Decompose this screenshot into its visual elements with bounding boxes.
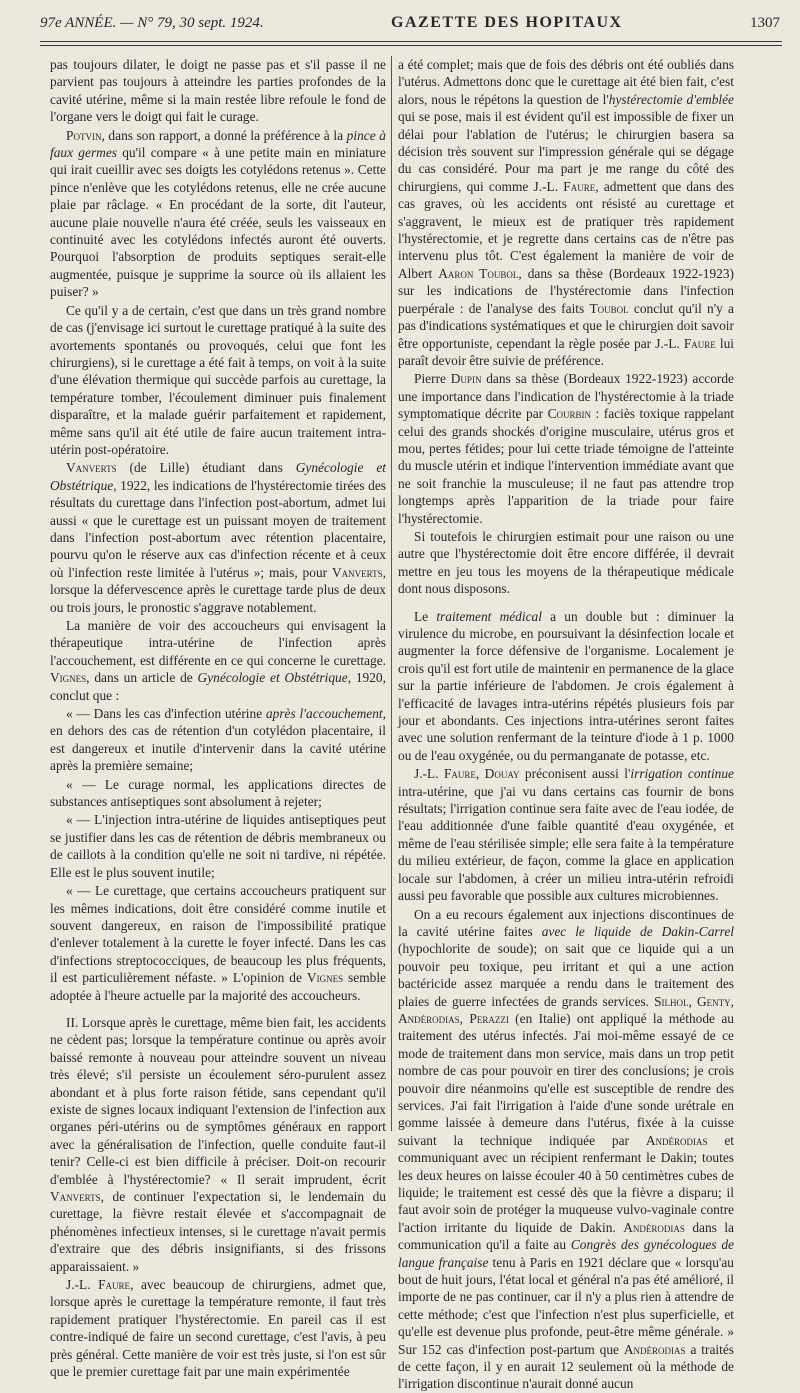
author-name: Andérodias [645,1132,708,1148]
author-name: Faure [683,335,716,351]
quote-paragraph: « — Le curage normal, les applications directes de substances antiseptiques sont absolument à rejeter; [50,776,386,810]
paragraph: La manière de voir des accoucheurs qui envisagent la thérapeutique intra-utérine de l'infection après l'accouchement, est différente en ce qui concerne le curettage. Vignes, dans un article de Gynécologie et Obstétrique, 1920, conclut que : [50,618,386,703]
column-divider [391,56,392,1131]
author-name: J.-L. Faure [66,1277,131,1293]
author-name: Vignes [306,970,344,986]
paragraph: Vanverts (de Lille) étudiant dans Gynécologie et Obstétrique, 1922, les indications de l'hystérectomie tirées des résultats du curettage dans l'infection post-abortum, admet lui aussi « que le curettage est un puissant moyen de traitement dans l'infection post-abortum avec rétention placentaire, pourvu qu'on le réserve aux cas d'infection récente et à ceux où l'infection reste limitée à l'utérus »; mais, pour Vanverts, lorsque la défervescence après le curettage tarde plus de deux ou trois jours, le pronostic s'aggrave notablement. [50,460,386,615]
term: traitement médical [436,608,542,624]
term: irrigation continue [630,766,734,782]
author-name: Toubol [589,300,629,316]
term: pince à faux germes [50,127,386,161]
paragraph: Ce qu'il y a de certain, c'est que dans un très grand nombre de cas (j'envisage ici surtout le curettage pratiqué à la suite des avortements spontanés ou provoqués, celui que font les chirurgiens), si le curettage a été fait à temps, on voit à la suite d'une élévation thermique qui succède parfois au curettage, la température tomber, l'écoulement diminuer puis finalement disparaître, et la malade guérir parfaitement et rapidement, même sans qu'il ait été utile de faire aucun traitement intra-utérin post-opératoire. [50,302,386,457]
paragraph: Potvin, dans son rapport, a donné la préférence à la pince à faux germes qu'il compare « à une petite main en miniature qui irait cueillir avec ses doigts les cotylédons retenus ». Cette pince n'enlève que les cotylédons retenus, elle ne crée aucune plaie par râclage. « En procédant de la sorte, dit l'auteur, aucune plaie nouvelle n'aura été créée, seuls les vaisseaux en continuité avec les cotylédons infectés auront été ouverts. Pourquoi l'absorption de produits septiques serait-elle augmentée, puisque je supprime la source où ils allaient les puiser? » [50,127,386,300]
issue-info: 97e ANNÉE. — N° 79, 30 sept. 1924. [40,15,264,31]
header-rule-thin [40,45,782,46]
running-header [40,14,780,40]
author-name: Vanverts [332,564,383,580]
paragraph: pas toujours dilater, le doigt ne passe pas et s'il passe il ne parvient pas toujours à atteindre les parties profondes de la cavité utérine, même si la main restée libre refoule le fond de l'organe vers le doigt qui fait le curage. [50,57,386,125]
author-name: Courbin [547,406,592,422]
congress-name: Congrès des gynécologues de langue française [398,1237,734,1270]
author-name: Silhol, Genty, Andérodias, Perazzi [398,993,734,1026]
author-name: Aaron Toubol [438,265,519,281]
paragraph: Pierre Dupin dans sa thèse (Bordeaux 1922-1923) accorde une importance dans l'indication de l'hystérectomie à la triade symptomatique décrite par Courbin : faciès toxique rappelant celui des grands shockés d'origine musculaire, utérus gros et mou, pertes fétides; pour lui cette triade témoigne de l'atteinte du muscle utérin et indique l'intervention immédiate avant que ne soit franchie la musculeuse; il ne faut pas attendre trop longtemps après l'apparition de la triade pour faire l'hystérectomie. [398,371,734,526]
term: hystérectomie d'emblée [608,91,734,107]
author-name: Dupin [450,371,482,387]
left-column [50,56,386,1380]
page-number: 1307 [749,15,780,31]
paragraph: a été complet; mais que de fois des débris ont été oubliés dans l'utérus. Admettons donc que le curettage ait été bien fait, c'est alors, nous le répétons la question de l'hystérectomie d'emblée qui se pose, mais il est évident qu'il est impossible de fixer un délai pour l'ablation de l'utérus; le chirurgien basera sa décision très souvent sur l'impression générale qui se dégage du cas considéré. Pour ma part je me range du côté des chirurgiens, qui comme J.-L. Faure, admettent que dans des cas graves, où les accidents ont résisté au curettage et s'aggravent, le mieux est de pratiquer très rapidement l'hystérectomie, et je regrette dans certains cas de n'être pas intervenu plus tôt. C'est également la manière de voir de Albert Aaron Toubol, dans sa thèse (Bordeaux 1922-1923) sur les indications de l'hystérectomie dans l'infection puerpérale : de l'analyse des faits Toubol conclut qu'il n'y a pas d'indications systématiques et que le chirurgien doit savoir être opportuniste, cependant la règle posée par J.-L. Faure lui paraît devoir être suivie de préférence. [398,57,735,368]
paragraph: Si toutefois le chirurgien estimait pour une raison ou une autre que l'hystérectomie doit être encore différée, il devrait mettre en jeu tous les moyens de la thérapeutique médicale dont nous disposons. [398,528,734,597]
right-column [398,56,735,1392]
paragraph: On a eu recours également aux injections discontinues de la cavité utérine faites avec le liquide de Dakin-Carrel (hypochlorite de soude); on sait que ce liquide qui a un pouvoir peu toxique, peu irritant et qui a une action bactéricide assez marquée a rendu dans le traitement des plaies de guerre infectées de grands services. Silhol, Genty, Andérodias, Perazzi (en Italie) ont appliqué la méthode au traitement des utérus infectés. J'ai moi-même essayé de ce mode de traitement dans mon service, mais dans un trop petit nombre de cas pour pouvoir en tirer des conclusions; je crois pouvoir dire néanmoins qu'elle est susceptible de rendre des services. J'ai fait l'irrigation à l'aide d'une sonde urétrale en gomme laissée à demeure dans l'utérus, fixée à la cuisse suivant la technique indiquée par Andérodias et communiquant avec un récipient renfermant le Dakin; toutes les deux heures on laisse écouler 40 à 50 centimètres cubes de liquide; le traitement est cessé dès que la fièvre a disparu; il faut avoir soin de protéger la muqueuse vulvo-vaginale contre l'action irritante du liquide de Dakin. Andérodias dans la communication qu'il a faite au Congrès des gynécologues de langue française tenu à Paris en 1921 déclare que « lorsqu'au bout de huit jours, l'état local et général n'a pas été amélioré, il importe de ne pas continuer, car il n'y a plus rien à attendre de cette méthode; c'est que l'infection n'est plus superficielle, et qu'elle est devenue plus profonde, peut-être même générale. » Sur 152 cas d'infection post-partum que Andérodias a traités de cette façon, il y en aurait 12 seulement où la méthode de l'irrigation discontinue n'aurait donné aucun [398,906,735,1392]
author-name: Andérodias [623,1341,686,1357]
quote-paragraph: « — L'injection intra-utérine de liquides antiseptiques peut se justifier dans les cas de rétention de débris membraneux ou de caillots à la condition qu'elle ne soit ni tardive, ni répétée. Elle est le plus souvent inutile; [50,812,386,880]
journal-name: Gynécologie et Obstétrique [50,460,386,493]
author-name: Vignes [50,670,87,686]
author-name: Andérodias [623,1219,685,1235]
author-name: Vanverts [66,460,117,476]
author-name: Vanverts [50,1189,101,1204]
header-rule [40,41,782,42]
quote-paragraph: « — Dans les cas d'infection utérine après l'accouchement, en dehors des cas de rétention d'un cotylédon placentaire, il est dangereux et inutile d'intervenir dans la cavité utérine après la première semaine; [50,706,386,774]
term: avec le liquide de Dakin-Carrel [541,923,735,939]
paragraph: J.-L. Faure, avec beaucoup de chirurgiens, admet que, lorsque après le curettage la température remonte, il faut très rapidement pratiquer l'hystérectomie. En pareil cas il est contre-indiqué de faire un second curettage, c'est l'avis, à peu près général. Cette manière de voir est très juste, si l'on est sûr que le premier curettage fait par une main expérimentée [50,1277,386,1380]
paragraph: Le traitement médical a un double but : diminuer la virulence du microbe, en poursuivant la désinfection locale et augmenter la force défensive de l'organisme. Localement je crois qu'il est fort utile de maintenir en permanence de la glace sur la partie inférieure de l'abdomen. Je crois également à l'efficacité de lavages intra-utérins répétés plusieurs fois par jour et abondants. Ces injections intra-utérines seront faites avec une solution renfermant de la teinture d'iode à 1 p. 1000 ou de l'eau oxygénée, ou du permanganate de potasse, etc. [398,608,734,763]
author-name: J.-L. Faure, Douay [414,766,520,782]
journal-title: GAZETTE DES HOPITAUX [391,14,623,31]
author-name: Potvin [66,127,102,143]
journal-name: Gynécologie et Obstétrique [197,670,348,686]
quote-paragraph: « — Le curettage, que certains accoucheurs pratiquent sur les mêmes indications, doit être considéré comme inutile et souvent dangereux, en raison de l'impossibilité pratique d'enlever totalement à la curette le foyer infecté. Dans les cas d'infections streptococciques, de beaucoup les plus fréquents, il est particulièrement néfaste. » L'opinion de Vignes semble adoptée à l'heure actuelle par la majorité des accoucheurs. [50,883,386,1003]
paragraph: II. Lorsque après le curettage, même bien fait, les accidents ne cèdent pas; lorsque la température continue ou après avoir baissé remonte à nouveau pour atteindre souvent un niveau très élevé; s'il persiste un écoulement séro-purulent assez abondant et à plus forte raison fétide, sans cependant qu'il existe de signes locaux indiquant l'extension de l'infection aux organes péri-utérins ou de symptômes généraux en rapport avec la généralisation de l'infection, quelle conduite faut-il tenir? Celle-ci est bien difficile à préciser. Doit-on recourir d'emblée à l'hystérectomie? « Il serait imprudent, écrit Vanverts, de continuer l'expectation si, le lendemain du curettage, la fièvre restait élevée et s'accompagnait de phénomènes infectieux intenses, si le curettage n'avait permis d'extraire que des débris insignifiants, si des frissons apparaissaient. » [50,1014,386,1274]
paragraph: J.-L. Faure, Douay préconisent aussi l'irrigation continue intra-utérine, que j'ai vu dans certains cas fournir de bons résultats; l'irrigation continue sera faite avec de l'eau iodée, de l'eau additionnée d'une faible quantité d'eau oxygénée, et même de l'eau stérilisée simple; elle sera faite à la température du milieu extérieur, de façon, comme la glace en application locale sur l'abdomen, à créer un milieu intra-utérin refroidi aussi peu favorable que possible aux cultures microbiennes. [398,766,734,904]
author-name: J.-L. Faure [533,178,596,194]
term: après l'accouchement [265,706,383,722]
